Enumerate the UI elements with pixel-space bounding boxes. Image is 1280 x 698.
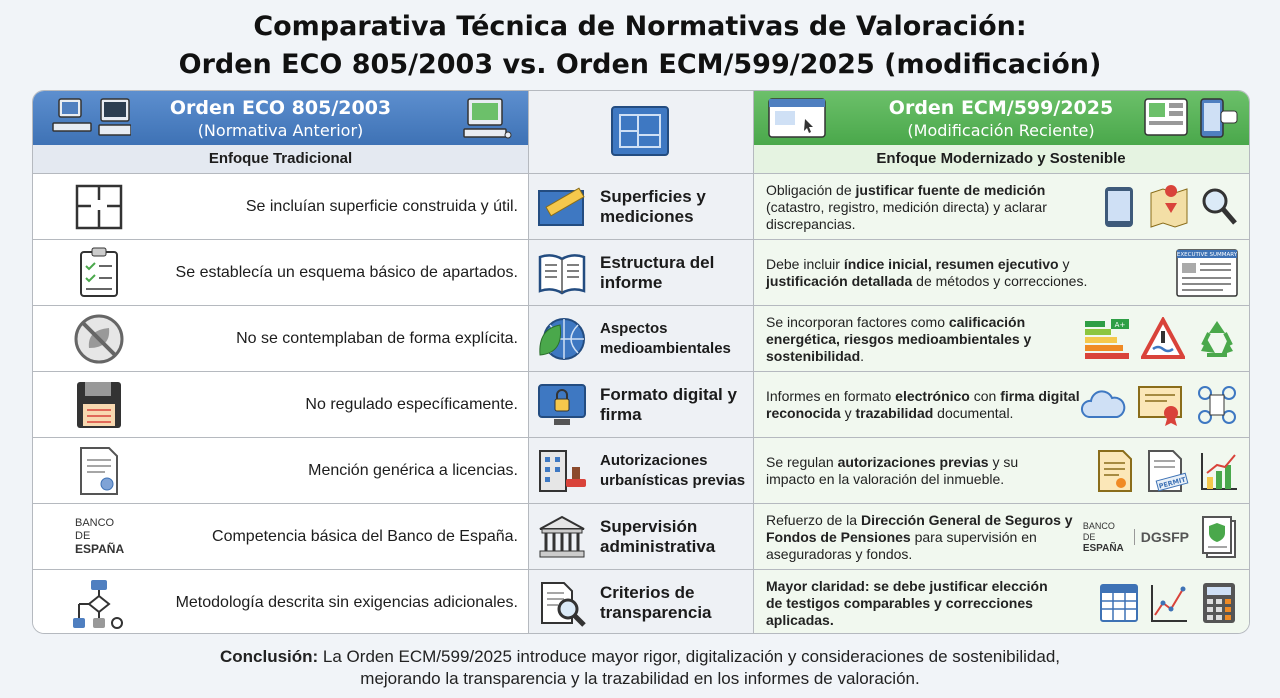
certificate-icon — [1137, 383, 1185, 427]
table-row — [33, 503, 1249, 570]
line-chart-icon — [1149, 581, 1189, 625]
mid-label: Estructura del informe — [600, 253, 715, 292]
certificate-document-icon — [71, 444, 127, 498]
conclusion-label: Conclusión: — [219, 647, 319, 666]
floppy-disk-icon — [71, 378, 127, 432]
mid-label: Formato digital y firma — [600, 385, 737, 424]
new-text: Mayor claridad: se debe justificar elección de testigos comparables y correcciones aplicadas. — [766, 577, 1048, 628]
table-row — [33, 305, 1249, 372]
svg-text:A+: A+ — [1114, 321, 1126, 329]
title-line-2: Orden ECO 805/2003 vs. Orden ECM/599/2025 (modificación) — [178, 49, 1102, 80]
tablet-icon — [1099, 185, 1139, 229]
old-text: Se incluían superficie construida y útil. — [245, 198, 518, 215]
retro-computer-icon — [462, 97, 512, 141]
old-text: No se contemplaban de forma explícita. — [236, 330, 518, 347]
new-regulation-title: Orden ECM/599/2025 — [888, 97, 1114, 119]
calculator-icon — [1199, 581, 1239, 625]
title-line-1: Comparativa Técnica de Normativas de Valoración: — [253, 11, 1027, 42]
new-text: Se regulan autorizaciones previas y su impacto en la valoración del inmueble. — [766, 454, 1019, 487]
svg-text:EXECUTIVE SUMMARY: EXECUTIVE SUMMARY — [1176, 252, 1238, 258]
blueprint-icon — [608, 103, 672, 159]
new-regulation-subtitle: (Modificación Reciente) — [907, 121, 1095, 140]
new-regulation-header — [753, 91, 1249, 145]
old-regulation-subtitle: (Normativa Anterior) — [197, 121, 364, 140]
building-stamp-icon — [536, 447, 588, 495]
old-text: Competencia básica del Banco de España. — [212, 528, 518, 545]
old-text: Mención genérica a licencias. — [308, 462, 518, 479]
map-pin-icon — [1149, 185, 1189, 229]
dashboard-icon — [1143, 97, 1189, 141]
dgsfp-logo: DGSFP — [1134, 529, 1189, 545]
monitor-lock-icon — [536, 381, 588, 429]
comparison-table — [32, 90, 1250, 634]
clipboard-checklist-icon — [71, 246, 127, 300]
banco-de-espana-logo: BANCO DE ESPAÑA — [1082, 520, 1124, 554]
old-focus-label: Enfoque Tradicional — [33, 145, 528, 173]
conclusion-line-1: La Orden ECM/599/2025 introduce mayor rigor, digitalización y consideraciones de sostenibilidad, — [318, 647, 1061, 666]
mid-label: Criterios de transparencia — [600, 583, 712, 622]
conclusion-line-2: mejorando la transparencia y la trazabilidad en los informes de valoración. — [360, 669, 920, 688]
svg-text:PERMIT: PERMIT — [1157, 475, 1187, 491]
licence-document-icon — [1095, 449, 1135, 493]
open-book-icon — [536, 249, 588, 297]
new-text: Refuerzo de la Dirección General de Seguros y Fondos de Pensiones para supervisión en aseguradoras y fondos. — [766, 511, 1073, 562]
blueprint-ruler-icon — [536, 183, 588, 231]
energy-rating-icon — [1083, 317, 1131, 361]
flowchart-icon — [71, 576, 127, 630]
government-building-icon — [536, 513, 588, 561]
permit-stamp-icon — [1145, 449, 1189, 493]
mid-label: Supervisión administrativa — [600, 517, 716, 556]
old-regulation-header — [33, 91, 528, 145]
recycle-icon — [1195, 317, 1239, 361]
table-row — [33, 569, 1249, 634]
new-text: Se incorporan factores como calificación energética, riesgos medioambientales y sostenibilidad. — [766, 313, 1032, 364]
growth-chart-icon — [1199, 449, 1239, 493]
spreadsheet-icon — [1099, 581, 1139, 625]
conclusion — [0, 646, 1280, 690]
new-text: Obligación de justificar fuente de medición (catastro, registro, medición directa) y aclarar discrepancias. — [766, 181, 1047, 232]
executive-summary-icon — [1175, 248, 1239, 298]
floor-plan-icon — [71, 180, 127, 234]
old-text: No regulado específicamente. — [305, 396, 518, 413]
flood-warning-icon — [1141, 317, 1185, 361]
desktop-computer-icon — [51, 97, 131, 141]
shield-documents-icon — [1199, 515, 1239, 559]
new-text: Informes en formato electrónico con firma digital reconocida y trazabilidad documental. — [766, 388, 1080, 421]
new-focus-label: Enfoque Modernizado y Sostenible — [753, 145, 1249, 173]
old-text: Se establecía un esquema básico de apartados. — [175, 264, 518, 281]
globe-leaf-icon — [536, 315, 588, 363]
old-regulation-title: Orden ECO 805/2003 — [169, 97, 392, 119]
table-row — [33, 173, 1249, 240]
table-row — [33, 239, 1249, 306]
document-magnifier-icon — [536, 579, 588, 627]
mid-label: Autorizaciones urbanísticas previas — [600, 452, 746, 489]
banco-de-espana-logo: BANCO DE ESPAÑA — [75, 517, 125, 556]
phone-chat-icon — [1195, 97, 1239, 141]
browser-window-icon — [767, 97, 827, 141]
magnifier-icon — [1199, 185, 1239, 229]
mid-label: Superficies y mediciones — [600, 187, 706, 226]
table-row — [33, 371, 1249, 438]
old-text: Metodología descrita sin exigencias adicionales. — [175, 594, 518, 611]
center-header — [528, 91, 753, 173]
mid-label: Aspectos medioambientales — [600, 320, 731, 357]
table-row — [33, 437, 1249, 504]
document-chain-icon — [1195, 383, 1239, 427]
new-text: Debe incluir índice inicial, resumen ejecutivo y justificación detallada de métodos y correcciones. — [766, 256, 1088, 289]
no-leaf-icon — [71, 312, 127, 366]
cloud-icon — [1079, 383, 1127, 427]
page-title — [0, 8, 1280, 84]
